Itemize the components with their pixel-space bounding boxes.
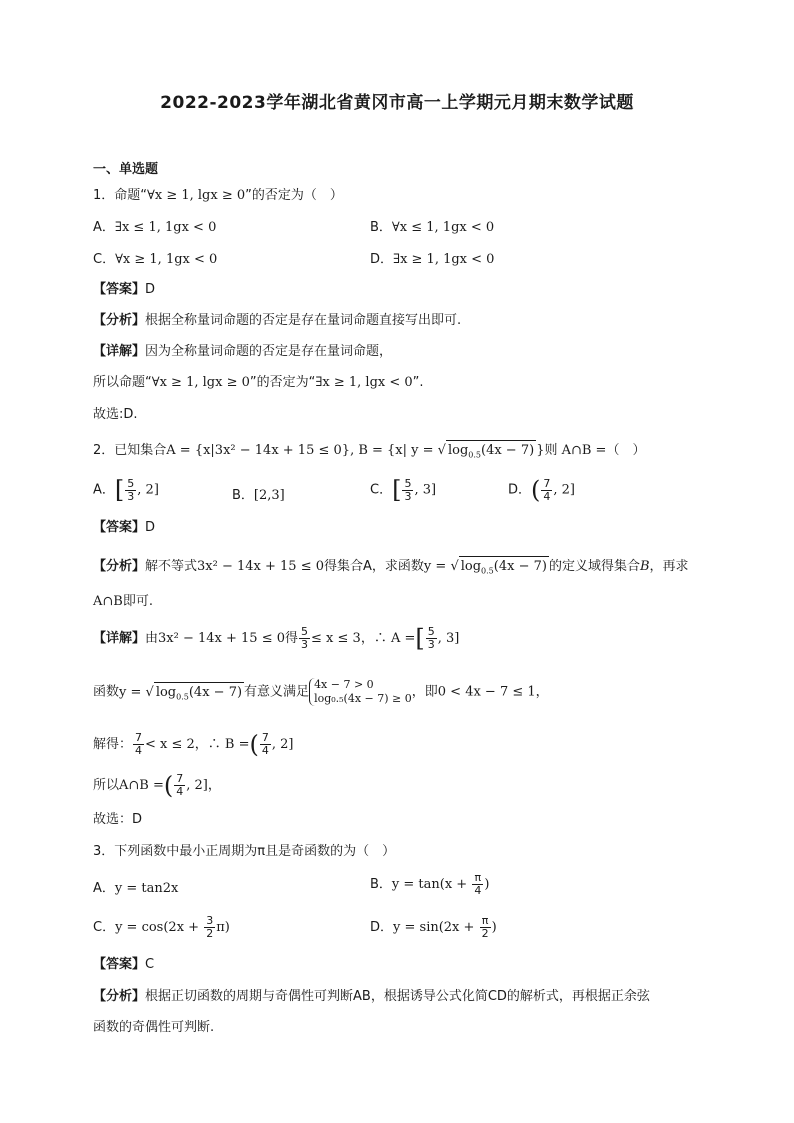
q2-option-c: C．[ $\frac{5}{3}$ , 3] — [370, 476, 437, 504]
question-1-stem: 1．命题“∀x ≥ 1, lgx ≥ 0”的否定为（ ） — [93, 188, 343, 203]
q2-option-a: A．[ $\frac{5}{3}$ , 2] — [93, 476, 159, 504]
q1-option-c: C．∀x ≥ 1, 1gx < 0 — [93, 252, 218, 267]
q1-answer: 【答案】D — [93, 282, 156, 297]
question-2-stem: 2．已知集合A = {x|3x² − 14x + 15 ≤ 0}, B = {x| y = √ $\log_{0.5}(4x - 7)$ }则 A∩B =（ ） — [93, 440, 645, 466]
q3-analysis: 【分析】根据正切函数的周期与奇偶性可判断AB，根据诱导公式化简CD的解析式，再根据正余弦 — [93, 989, 650, 1004]
q2-detail: 【详解】由3x² − 14x + 15 ≤ 0得 $\frac{5}{3}$ ≤ x ≤ 3，∴ A =[ $\frac{5}{3}$ , 3] — [93, 624, 460, 653]
inequality-system: 4x − 7 > 0 log₀.₅(4x − 7) ≥ 0 — [309, 678, 412, 706]
section-heading: 一、单选题 — [93, 162, 159, 177]
q2-conclusion: 故选：D — [93, 812, 143, 827]
q2-option-b: B．[2,3] — [232, 488, 285, 503]
q2-function-condition: 函数y = √ $\log_{0.5}(4x - 7)$ 有意义满足 4x − 7 > 0 log₀.₅(4x − 7) ≥ 0 ，即0 < 4x − 7 ≤ 1， — [93, 678, 549, 707]
q3-option-d: D．y = sin(2x + $\frac{\pi}{2}$ ) — [370, 914, 497, 940]
q1-conclusion: 故选:D. — [93, 407, 138, 422]
q1-option-a: A．∃x ≤ 1, 1gx < 0 — [93, 220, 217, 235]
q2-result: 所以A∩B =( $\frac{7}{4}$ , 2]， — [93, 771, 221, 800]
question-3-stem: 3．下列函数中最小正周期为π且是奇函数的为（ ） — [93, 844, 396, 859]
page-title: 2022-2023学年湖北省黄冈市高一上学期元月期末数学试题 — [160, 93, 634, 113]
q3-option-c: C．y = cos(2x + $\frac{3}{2}$ π) — [93, 914, 230, 940]
q3-option-b: B．y = tan(x + $\frac{\pi}{4}$ ) — [370, 871, 490, 897]
q2-solve: 解得： $\frac{7}{4}$ < x ≤ 2，∴ B =( $\frac{7}{4}$ , 2] — [93, 730, 294, 759]
q1-detail-line2: 所以命题“∀x ≥ 1, lgx ≥ 0”的否定为“∃x ≥ 1, lgx < 0”. — [93, 375, 424, 390]
q2-answer: 【答案】D — [93, 520, 156, 535]
q3-answer: 【答案】C — [93, 957, 155, 972]
q1-option-b: B．∀x ≤ 1, 1gx < 0 — [370, 220, 495, 235]
q3-option-a: A．y = tan2x — [93, 881, 179, 896]
q1-detail: 【详解】因为全称量词命题的否定是存在量词命题， — [93, 344, 393, 359]
q2-analysis-line2: A∩B即可. — [93, 594, 153, 609]
q1-analysis: 【分析】根据全称量词命题的否定是存在量词命题直接写出即可. — [93, 313, 462, 328]
q3-analysis-line2: 函数的奇偶性可判断. — [93, 1020, 215, 1035]
q2-option-d: D．( $\frac{7}{4}$ , 2] — [508, 476, 575, 504]
q2-analysis: 【分析】解不等式3x² − 14x + 15 ≤ 0得集合A，求函数y = √ $\log_{0.5}(4x - 7)$ 的定义域得集合B，再求 — [93, 556, 689, 582]
q1-option-d: D．∃x ≥ 1, 1gx < 0 — [370, 252, 495, 267]
